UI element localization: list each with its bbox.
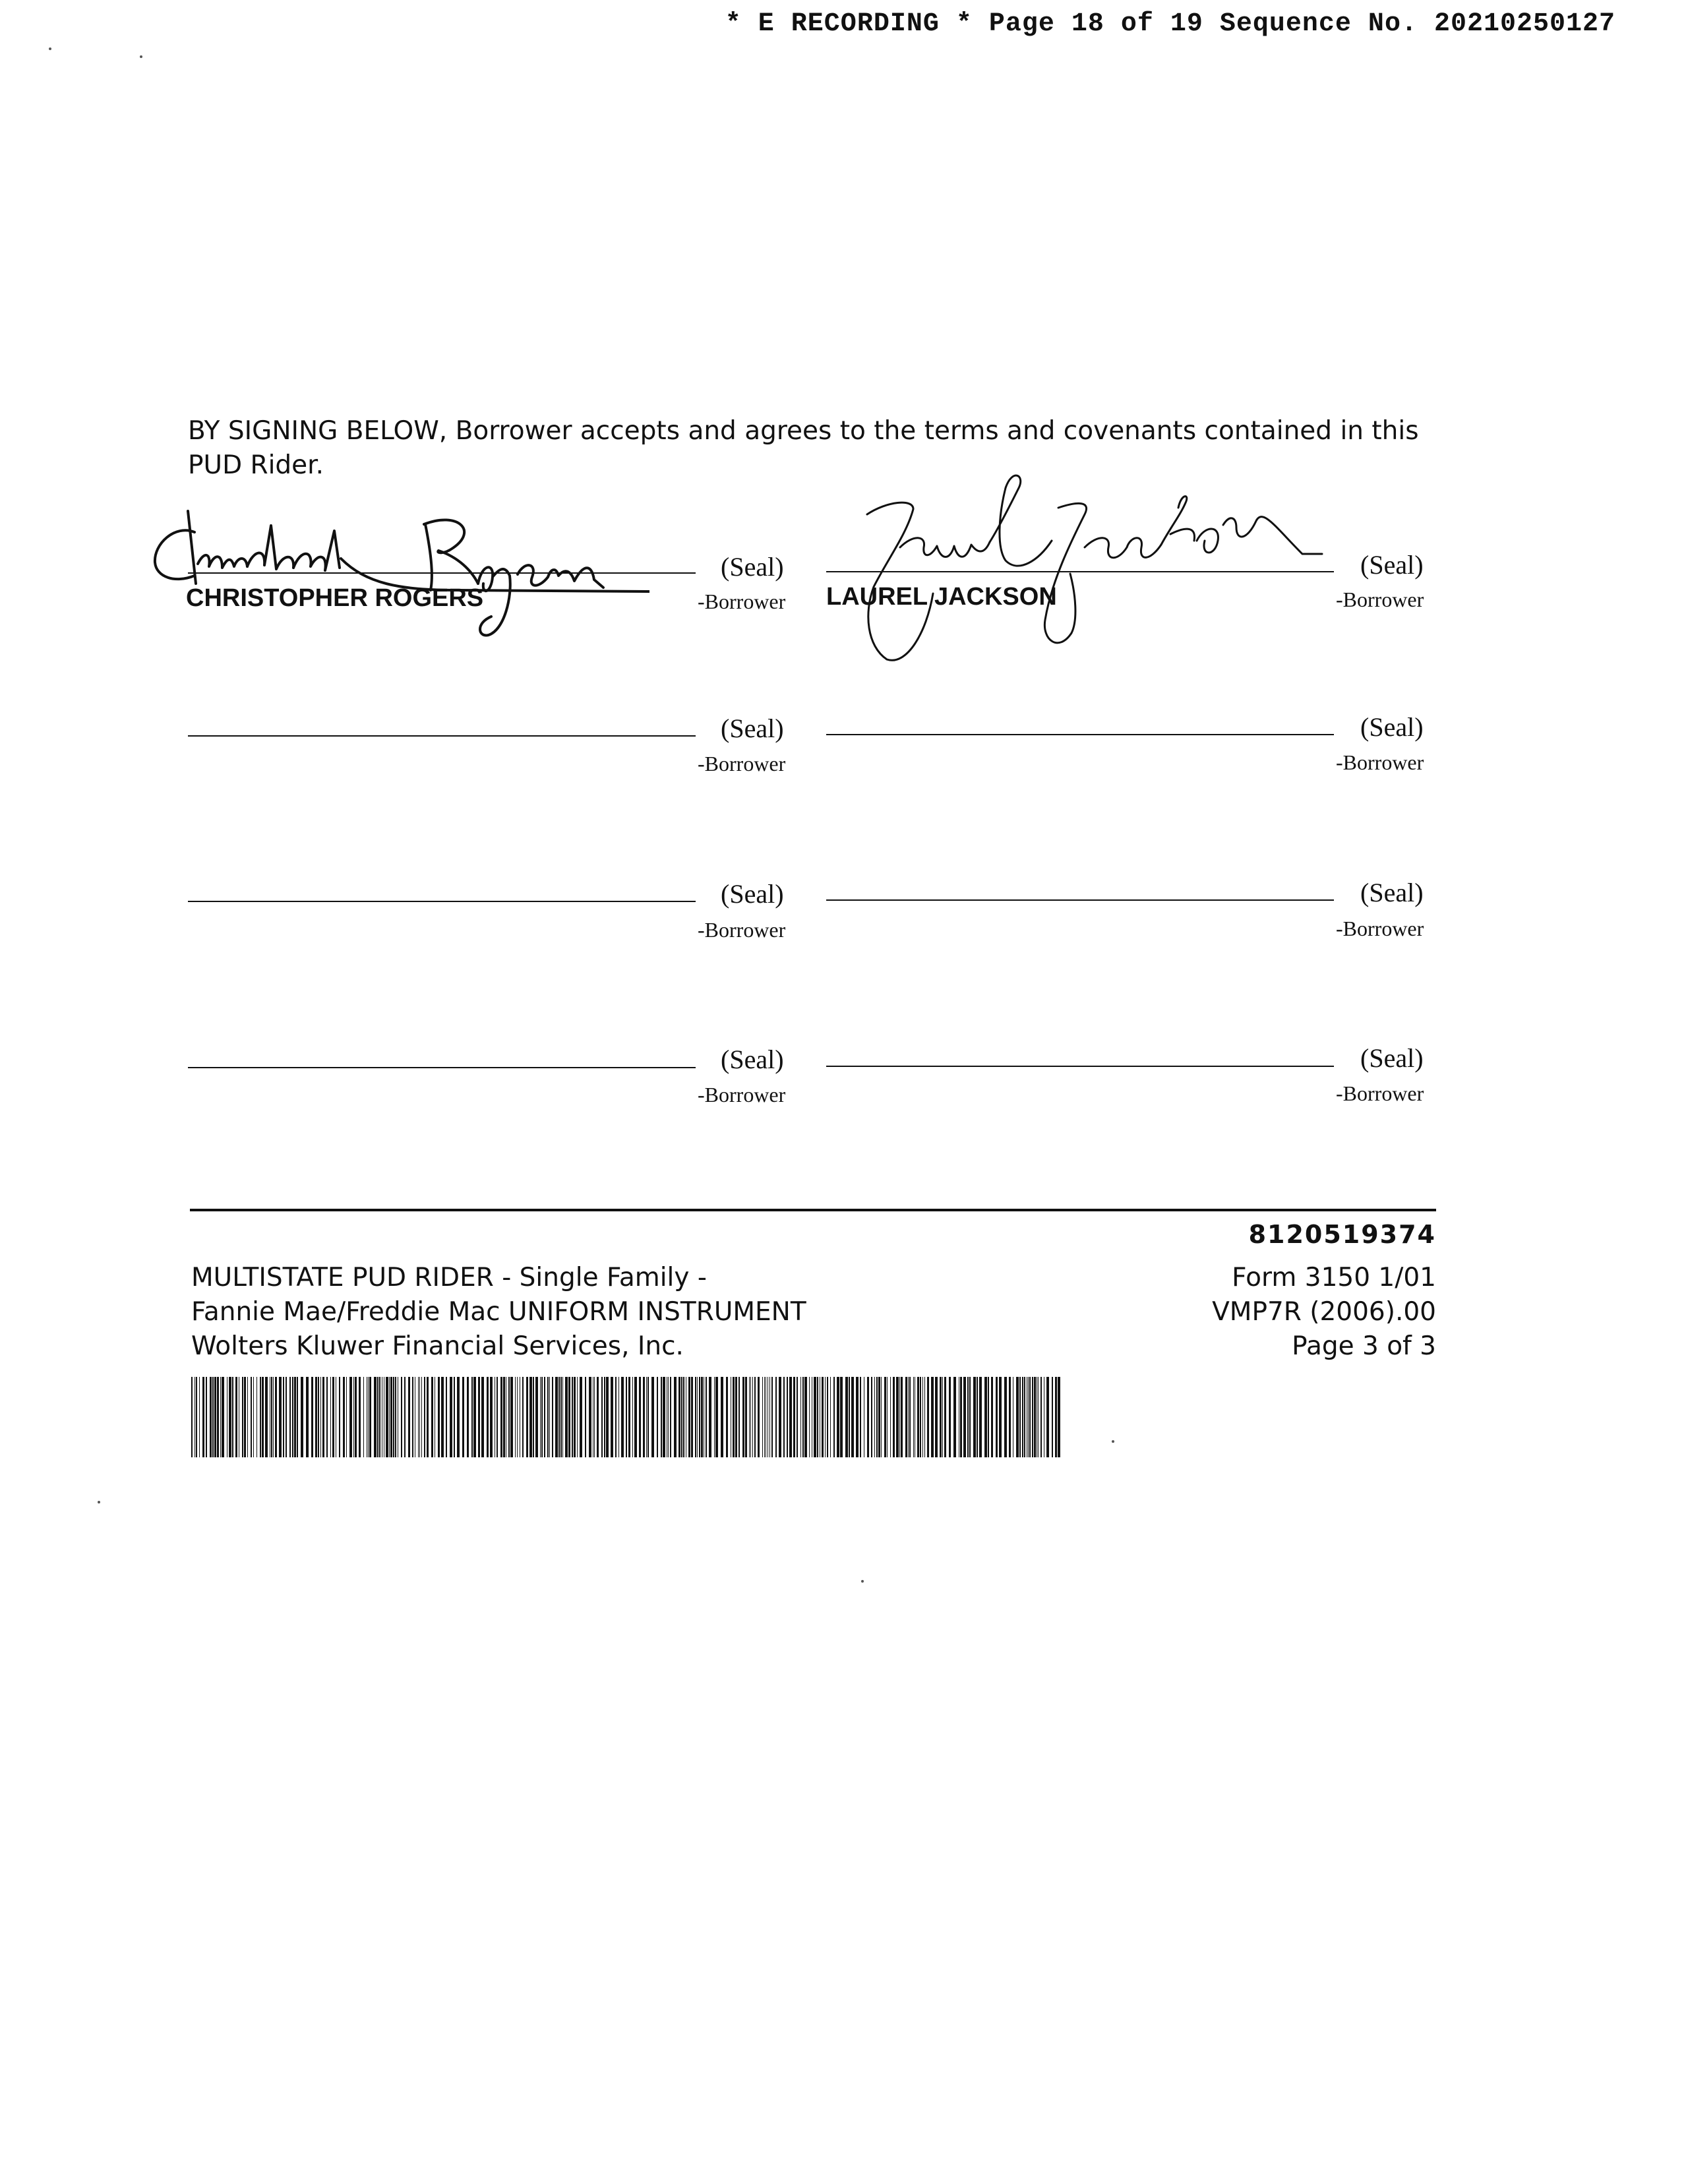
barcode-bar bbox=[541, 1377, 543, 1457]
barcode-bar bbox=[837, 1377, 839, 1457]
barcode-bar bbox=[714, 1377, 715, 1457]
barcode-bar bbox=[1019, 1377, 1021, 1457]
barcode-bar bbox=[251, 1377, 252, 1457]
barcode-bar bbox=[697, 1377, 698, 1457]
barcode-bar bbox=[876, 1377, 878, 1457]
barcode-bar bbox=[663, 1377, 665, 1457]
barcode-bar bbox=[1055, 1377, 1057, 1457]
barcode-bar bbox=[833, 1377, 835, 1457]
barcode-bar bbox=[471, 1377, 473, 1457]
barcode-bar bbox=[691, 1377, 693, 1457]
barcode-bar bbox=[404, 1377, 406, 1457]
barcode-bar bbox=[457, 1377, 460, 1457]
barcode-bar bbox=[597, 1377, 599, 1457]
barcode-bar bbox=[935, 1377, 938, 1457]
barcode-bar bbox=[661, 1377, 662, 1457]
form-title: MULTISTATE PUD RIDER - Single Family - bbox=[191, 1263, 707, 1292]
barcode-bar bbox=[822, 1377, 824, 1457]
barcode-bar bbox=[969, 1377, 971, 1457]
barcode-bar bbox=[235, 1377, 237, 1457]
barcode-bar bbox=[977, 1377, 978, 1457]
barcode-bar bbox=[510, 1377, 513, 1457]
barcode-bar bbox=[283, 1377, 284, 1457]
barcode-bar bbox=[487, 1377, 489, 1457]
barcode-bar bbox=[368, 1377, 369, 1457]
seal-label: (Seal) bbox=[1360, 1043, 1424, 1073]
page-indicator: Page 3 of 3 bbox=[1292, 1331, 1436, 1361]
barcode-bar bbox=[787, 1377, 788, 1457]
barcode-bar bbox=[393, 1377, 394, 1457]
barcode-bar bbox=[320, 1377, 321, 1457]
barcode-bar bbox=[206, 1377, 207, 1457]
barcode-bar bbox=[733, 1377, 735, 1457]
barcode-bar bbox=[953, 1377, 956, 1457]
barcode-bar bbox=[389, 1377, 390, 1457]
barcode-bar bbox=[851, 1377, 854, 1457]
barcode-bar bbox=[547, 1377, 549, 1457]
barcode-bar bbox=[908, 1377, 909, 1457]
barcode-bar bbox=[212, 1377, 214, 1457]
barcode-bar bbox=[709, 1377, 711, 1457]
barcode-bar bbox=[988, 1377, 989, 1457]
barcode-bar bbox=[552, 1377, 553, 1457]
barcode-bar bbox=[749, 1377, 750, 1457]
signature-line bbox=[188, 735, 696, 737]
barcode-bar bbox=[901, 1377, 903, 1457]
barcode-bar bbox=[322, 1377, 324, 1457]
barcode-bar bbox=[917, 1377, 919, 1457]
barcode-bar bbox=[363, 1377, 364, 1457]
barcode-bar bbox=[379, 1377, 380, 1457]
barcode-bar bbox=[565, 1377, 568, 1457]
recording-header: * E RECORDING * Page 18 of 19 Sequence No. 20210250127 bbox=[725, 9, 1615, 39]
barcode-bar bbox=[242, 1377, 243, 1457]
barcode-bar bbox=[804, 1377, 807, 1457]
barcode-bar bbox=[960, 1377, 962, 1457]
barcode-bar bbox=[683, 1377, 684, 1457]
barcode-bar bbox=[589, 1377, 591, 1457]
barcode-bar bbox=[634, 1377, 637, 1457]
barcode-bar bbox=[1016, 1377, 1019, 1457]
barcode-bar bbox=[1022, 1377, 1023, 1457]
barcode-bar bbox=[346, 1377, 347, 1457]
barcode-bar bbox=[332, 1377, 334, 1457]
barcode-bar bbox=[991, 1377, 993, 1457]
barcode-bar bbox=[967, 1377, 969, 1457]
borrower-label: -Borrower bbox=[1336, 917, 1424, 940]
form-publisher: Wolters Kluwer Financial Services, Inc. bbox=[191, 1331, 684, 1361]
barcode-bar bbox=[279, 1377, 282, 1457]
seal-label: (Seal) bbox=[721, 1045, 784, 1074]
barcode-bar bbox=[896, 1377, 899, 1457]
barcode-bar bbox=[979, 1377, 982, 1457]
barcode-bar bbox=[626, 1377, 627, 1457]
barcode-bar bbox=[222, 1377, 224, 1457]
signature-line bbox=[188, 901, 696, 902]
barcode-bar bbox=[646, 1377, 647, 1457]
barcode-bar bbox=[349, 1377, 352, 1457]
barcode-bar bbox=[643, 1377, 645, 1457]
barcode-bar bbox=[286, 1377, 287, 1457]
barcode-bar bbox=[651, 1377, 654, 1457]
barcode-bar bbox=[758, 1377, 760, 1457]
barcode-bar bbox=[1040, 1377, 1042, 1457]
barcode-bar bbox=[427, 1377, 429, 1457]
barcode-bar bbox=[678, 1377, 680, 1457]
barcode-bar bbox=[359, 1377, 361, 1457]
barcode-bar bbox=[1004, 1377, 1007, 1457]
barcode-bar bbox=[618, 1377, 619, 1457]
barcode-bar bbox=[401, 1377, 402, 1457]
barcode-bar bbox=[1028, 1377, 1029, 1457]
barcode-bar bbox=[996, 1377, 998, 1457]
barcode-bar bbox=[913, 1377, 914, 1457]
barcode-bar bbox=[752, 1377, 753, 1457]
barcode-bar bbox=[454, 1377, 455, 1457]
barcode-bar bbox=[1046, 1377, 1049, 1457]
barcode-bar bbox=[395, 1377, 396, 1457]
barcode-bar bbox=[318, 1377, 319, 1457]
barcode-bar bbox=[840, 1377, 843, 1457]
seal-label: (Seal) bbox=[1360, 712, 1424, 742]
barcode-bar bbox=[802, 1377, 804, 1457]
barcode-bar bbox=[999, 1377, 1002, 1457]
loan-number: 8120519374 bbox=[1248, 1220, 1436, 1249]
seal-label: (Seal) bbox=[721, 552, 784, 582]
borrower-label: -Borrower bbox=[698, 1083, 786, 1107]
barcode-bar bbox=[217, 1377, 219, 1457]
barcode-bar bbox=[526, 1377, 528, 1457]
barcode-bar bbox=[244, 1377, 246, 1457]
barcode-bar bbox=[421, 1377, 422, 1457]
barcode-bar bbox=[343, 1377, 345, 1457]
barcode-bar bbox=[1024, 1377, 1025, 1457]
seal-label: (Seal) bbox=[721, 879, 784, 909]
barcode-bar bbox=[881, 1377, 882, 1457]
barcode-bar bbox=[568, 1377, 570, 1457]
barcode-bar bbox=[860, 1377, 861, 1457]
barcode-bar bbox=[529, 1377, 532, 1457]
barcode-bar bbox=[412, 1377, 413, 1457]
barcode-bar bbox=[670, 1377, 671, 1457]
signature-line bbox=[826, 1066, 1334, 1067]
barcode-bar bbox=[793, 1377, 795, 1457]
barcode-bar bbox=[450, 1377, 452, 1457]
barcode-bar bbox=[893, 1377, 895, 1457]
signature-laurel-jackson bbox=[801, 462, 1329, 673]
barcode-bar bbox=[339, 1377, 340, 1457]
barcode-bar bbox=[615, 1377, 617, 1457]
barcode-bar bbox=[386, 1377, 388, 1457]
barcode-bar bbox=[681, 1377, 682, 1457]
barcode-bar bbox=[621, 1377, 624, 1457]
barcode-bar bbox=[191, 1377, 193, 1457]
barcode-bar bbox=[927, 1377, 929, 1457]
barcode-bar bbox=[922, 1377, 923, 1457]
barcode-bar bbox=[931, 1377, 934, 1457]
barcode-bar bbox=[558, 1377, 560, 1457]
barcode-bar bbox=[871, 1377, 872, 1457]
barcode-bar bbox=[963, 1377, 966, 1457]
barcode-bar bbox=[408, 1377, 410, 1457]
barcode-bar bbox=[260, 1377, 261, 1457]
barcode-bar bbox=[315, 1377, 317, 1457]
barcode-bar bbox=[503, 1377, 505, 1457]
barcode-bar bbox=[562, 1377, 563, 1457]
barcode-bar bbox=[540, 1377, 541, 1457]
barcode-bar bbox=[809, 1377, 810, 1457]
scan-speck bbox=[861, 1580, 864, 1583]
barcode-bar bbox=[577, 1377, 578, 1457]
barcode-bar bbox=[745, 1377, 747, 1457]
barcode-bar bbox=[764, 1377, 765, 1457]
barcode-bar bbox=[783, 1377, 785, 1457]
barcode-bar bbox=[762, 1377, 763, 1457]
barcode-bar bbox=[856, 1377, 859, 1457]
borrower-label: -Borrower bbox=[698, 918, 786, 942]
form-version: VMP7R (2006).00 bbox=[1212, 1297, 1436, 1327]
barcode-bar bbox=[867, 1377, 869, 1457]
scan-speck bbox=[1112, 1440, 1114, 1443]
barcode-bar bbox=[196, 1377, 197, 1457]
barcode-bar bbox=[726, 1377, 728, 1457]
barcode-bar bbox=[431, 1377, 433, 1457]
barcode-bar bbox=[517, 1377, 518, 1457]
barcode-bar bbox=[202, 1377, 204, 1457]
barcode-bar bbox=[715, 1377, 718, 1457]
barcode-bar bbox=[232, 1377, 233, 1457]
barcode-bar bbox=[887, 1377, 888, 1457]
form-number: Form 3150 1/01 bbox=[1232, 1263, 1436, 1292]
barcode-bar bbox=[418, 1377, 419, 1457]
barcode-bar bbox=[775, 1377, 777, 1457]
barcode-bar bbox=[924, 1377, 925, 1457]
barcode-bar bbox=[878, 1377, 880, 1457]
borrower-label: -Borrower bbox=[698, 590, 786, 613]
barcode-bar bbox=[585, 1377, 586, 1457]
signature-christopher-rogers bbox=[148, 485, 649, 643]
barcode-bar bbox=[572, 1377, 573, 1457]
scan-speck bbox=[98, 1501, 100, 1503]
barcode-bar bbox=[1052, 1377, 1053, 1457]
barcode-bar bbox=[668, 1377, 669, 1457]
barcode-bar bbox=[825, 1377, 826, 1457]
barcode-bar bbox=[1032, 1377, 1033, 1457]
barcode-bar bbox=[497, 1377, 498, 1457]
signer-name-1: CHRISTOPHER ROGERS bbox=[186, 584, 484, 612]
barcode-bar bbox=[905, 1377, 907, 1457]
barcode-bar bbox=[611, 1377, 613, 1457]
borrower-label: -Borrower bbox=[1336, 1081, 1424, 1105]
barcode-bar bbox=[275, 1377, 277, 1457]
barcode-bar bbox=[920, 1377, 921, 1457]
barcode-bar bbox=[827, 1377, 828, 1457]
barcode-bar bbox=[262, 1377, 264, 1457]
barcode-bar bbox=[478, 1377, 480, 1457]
barcode-bar bbox=[330, 1377, 331, 1457]
barcode-bar bbox=[446, 1377, 447, 1457]
barcode-bar bbox=[688, 1377, 690, 1457]
barcode-bar bbox=[438, 1377, 440, 1457]
form-identifiers bbox=[1212, 1261, 1436, 1364]
borrower-label: -Borrower bbox=[1336, 588, 1424, 611]
barcode-bar bbox=[632, 1377, 633, 1457]
barcode-bar bbox=[754, 1377, 756, 1457]
barcode-bar bbox=[814, 1377, 816, 1457]
barcode-bar bbox=[229, 1377, 231, 1457]
barcode-bar bbox=[639, 1377, 641, 1457]
barcode-bar bbox=[535, 1377, 538, 1457]
scan-speck bbox=[140, 55, 142, 58]
seal-label: (Seal) bbox=[1360, 878, 1424, 907]
seal-label: (Seal) bbox=[1360, 550, 1424, 580]
signature-line bbox=[188, 1067, 696, 1068]
barcode-bar bbox=[738, 1377, 740, 1457]
barcode-bar bbox=[199, 1377, 200, 1457]
barcode-bar bbox=[580, 1377, 582, 1457]
barcode-bar bbox=[515, 1377, 516, 1457]
barcode-bar bbox=[555, 1377, 558, 1457]
barcode-bar bbox=[769, 1377, 770, 1457]
barcode-bar bbox=[973, 1377, 976, 1457]
barcode-bar bbox=[473, 1377, 476, 1457]
seal-label: (Seal) bbox=[721, 713, 784, 743]
barcode-bar bbox=[441, 1377, 444, 1457]
barcode-bar bbox=[628, 1377, 630, 1457]
barcode-bar bbox=[544, 1377, 545, 1457]
barcode-bar bbox=[326, 1377, 328, 1457]
barcode-bar bbox=[817, 1377, 818, 1457]
barcode-bar bbox=[369, 1377, 371, 1457]
barcode-bar bbox=[750, 1377, 751, 1457]
barcode-bar bbox=[294, 1377, 296, 1457]
barcode-bar bbox=[214, 1377, 216, 1457]
barcode-bar bbox=[353, 1377, 354, 1457]
barcode-bar bbox=[271, 1377, 272, 1457]
barcode-bar bbox=[522, 1377, 524, 1457]
barcode-bar bbox=[984, 1377, 987, 1457]
barcode-bar bbox=[706, 1377, 707, 1457]
barcode-bar bbox=[265, 1377, 268, 1457]
barcode-bar bbox=[789, 1377, 792, 1457]
barcode-bar bbox=[481, 1377, 484, 1457]
barcode-bar bbox=[462, 1377, 464, 1457]
barcode-bar bbox=[874, 1377, 875, 1457]
barcode-bar bbox=[289, 1377, 291, 1457]
barcode-bar bbox=[574, 1377, 576, 1457]
barcode-bar bbox=[1038, 1377, 1039, 1457]
barcode-bar bbox=[742, 1377, 744, 1457]
barcode-bar bbox=[940, 1377, 942, 1457]
barcode-bar bbox=[830, 1377, 831, 1457]
barcode-bar bbox=[735, 1377, 737, 1457]
barcode-bar bbox=[604, 1377, 605, 1457]
borrower-label: -Borrower bbox=[698, 752, 786, 775]
barcode-bar bbox=[849, 1377, 850, 1457]
barcode-bar bbox=[601, 1377, 603, 1457]
signature-line bbox=[826, 734, 1334, 735]
borrower-label: -Borrower bbox=[1336, 750, 1424, 774]
barcode-bar bbox=[220, 1377, 221, 1457]
barcode-bar bbox=[419, 1377, 420, 1457]
barcode-bar bbox=[1009, 1377, 1011, 1457]
barcode-bar bbox=[549, 1377, 550, 1457]
barcode-bar bbox=[374, 1377, 377, 1457]
barcode-bar bbox=[949, 1377, 951, 1457]
barcode-bar bbox=[355, 1377, 357, 1457]
barcode-bar bbox=[797, 1377, 798, 1457]
barcode-bar bbox=[657, 1377, 658, 1457]
barcode-bar bbox=[909, 1377, 911, 1457]
barcode-bar bbox=[311, 1377, 313, 1457]
barcode-bar bbox=[210, 1377, 212, 1457]
barcode-bar bbox=[779, 1377, 781, 1457]
barcode-bar bbox=[273, 1377, 274, 1457]
barcode-bar bbox=[292, 1377, 293, 1457]
barcode-bar bbox=[606, 1377, 609, 1457]
barcode-bar bbox=[594, 1377, 595, 1457]
barcode-bar bbox=[390, 1377, 392, 1457]
scan-speck bbox=[49, 47, 51, 50]
barcode-bar bbox=[699, 1377, 700, 1457]
barcode-bar bbox=[899, 1377, 900, 1457]
barcode-bar bbox=[1034, 1377, 1036, 1457]
barcode-bar bbox=[306, 1377, 309, 1457]
barcode-bar bbox=[560, 1377, 562, 1457]
barcode-bar bbox=[771, 1377, 773, 1457]
barcode-bar bbox=[377, 1377, 378, 1457]
barcode-bar bbox=[942, 1377, 943, 1457]
barcode-bar bbox=[297, 1377, 298, 1457]
barcode-bar bbox=[247, 1377, 248, 1457]
barcode-bar bbox=[695, 1377, 696, 1457]
barcode-bar bbox=[490, 1377, 493, 1457]
barcode-bar bbox=[845, 1377, 848, 1457]
barcode-bar bbox=[1029, 1377, 1031, 1457]
barcode-bar bbox=[890, 1377, 891, 1457]
form-instrument: Fannie Mae/Freddie Mac UNIFORM INSTRUMENT bbox=[191, 1297, 806, 1327]
barcode-bar bbox=[533, 1377, 534, 1457]
barcode-bar bbox=[944, 1377, 946, 1457]
barcode-bar bbox=[701, 1377, 703, 1457]
barcode-bar bbox=[500, 1377, 502, 1457]
barcode-bar bbox=[884, 1377, 886, 1457]
barcode-bar bbox=[508, 1377, 510, 1457]
barcode-bar bbox=[467, 1377, 469, 1457]
barcode-bar bbox=[424, 1377, 425, 1457]
intro-paragraph: BY SIGNING BELOW, Borrower accepts and agrees to the terms and covenants contained in this PUD Rider. bbox=[188, 416, 1419, 480]
form-description bbox=[191, 1261, 806, 1364]
barcode-bar bbox=[648, 1377, 649, 1457]
barcode-bar bbox=[256, 1377, 257, 1457]
barcode-bar bbox=[674, 1377, 677, 1457]
barcode-bar bbox=[721, 1377, 723, 1457]
barcode-bar bbox=[253, 1377, 254, 1457]
barcode-bar bbox=[301, 1377, 303, 1457]
footer-rule bbox=[190, 1209, 1436, 1211]
barcode bbox=[191, 1377, 1062, 1457]
barcode-bar bbox=[1058, 1377, 1060, 1457]
barcode-bar bbox=[800, 1377, 801, 1457]
signer-name-2: LAUREL JACKSON bbox=[826, 583, 1057, 611]
signature-line bbox=[826, 899, 1334, 901]
